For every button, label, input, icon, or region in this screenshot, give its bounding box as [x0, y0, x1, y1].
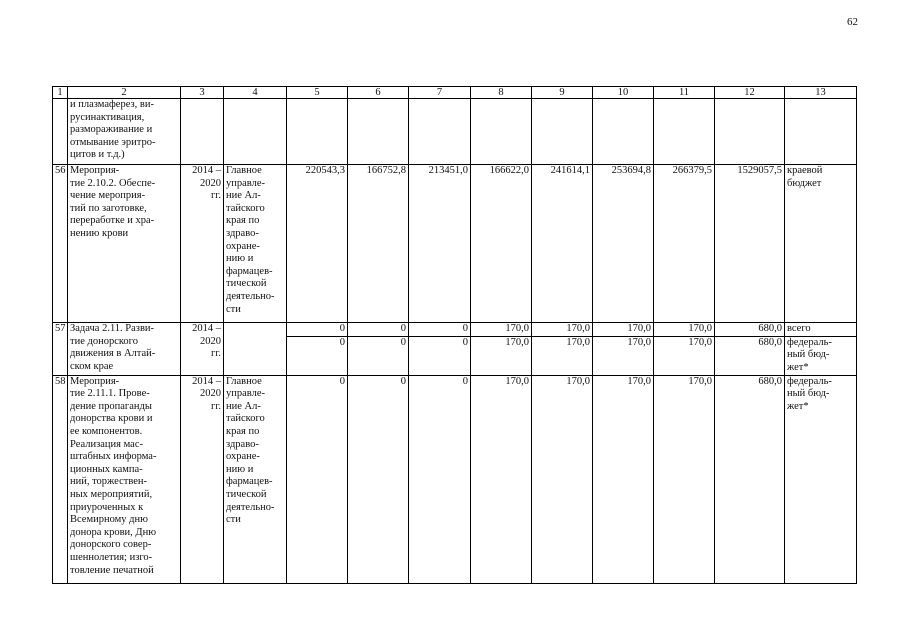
row-index-cell: 57	[53, 323, 68, 376]
value-cell-7: 0	[409, 336, 471, 375]
budget-table	[52, 86, 857, 584]
value-cell-10: 170,0	[593, 375, 654, 583]
value-cell-12: 680,0	[715, 336, 785, 375]
col-header-3: 3	[181, 87, 224, 99]
value-cell-11: 170,0	[654, 375, 715, 583]
value-cell-8: 170,0	[471, 375, 532, 583]
value-cell-6: 0	[348, 323, 409, 337]
empty-cell	[715, 99, 785, 165]
value-cell-12: 1529057,5	[715, 165, 785, 323]
value-cell-6: 0	[348, 336, 409, 375]
row-index-cell	[53, 99, 68, 165]
value-cell-9: 241614,1	[532, 165, 593, 323]
table-row-56	[53, 165, 857, 323]
col-header-9: 9	[532, 87, 593, 99]
value-cell-7: 213451,0	[409, 165, 471, 323]
col-header-12: 12	[715, 87, 785, 99]
table-row-57a	[53, 323, 857, 337]
value-cell-6: 166752,8	[348, 165, 409, 323]
table-row-58	[53, 375, 857, 583]
funding-source-cell: всего	[785, 323, 857, 337]
value-cell-11: 266379,5	[654, 165, 715, 323]
row-name-cell: Задача 2.11. Разви- тие донорского движения в Алтай- ском крае	[68, 323, 181, 376]
value-cell-5: 0	[287, 323, 348, 337]
empty-cell	[532, 99, 593, 165]
row-index-cell: 56	[53, 165, 68, 323]
col-header-7: 7	[409, 87, 471, 99]
row-index-cell: 58	[53, 375, 68, 583]
row-years-cell: 2014 – 2020 гг.	[181, 165, 224, 323]
value-cell-7: 0	[409, 375, 471, 583]
funding-source-cell: краевой бюджет	[785, 165, 857, 323]
col-header-10: 10	[593, 87, 654, 99]
col-header-11: 11	[654, 87, 715, 99]
col-header-2: 2	[68, 87, 181, 99]
empty-cell	[593, 99, 654, 165]
col-header-1: 1	[53, 87, 68, 99]
col-header-13: 13	[785, 87, 857, 99]
table-row-continuation	[53, 99, 857, 165]
row-years-cell: 2014 – 2020 гг.	[181, 375, 224, 583]
value-cell-10: 170,0	[593, 323, 654, 337]
value-cell-10: 253694,8	[593, 165, 654, 323]
value-cell-9: 170,0	[532, 336, 593, 375]
value-cell-7: 0	[409, 323, 471, 337]
row-name-cell: и плазмаферез, ви- русинактивация, размораживание и отмывание эритро- цитов и т.д.)	[68, 99, 181, 165]
value-cell-8: 170,0	[471, 336, 532, 375]
empty-cell	[409, 99, 471, 165]
empty-cell	[785, 99, 857, 165]
value-cell-5: 220543,3	[287, 165, 348, 323]
value-cell-12: 680,0	[715, 323, 785, 337]
column-number-row	[53, 87, 857, 99]
value-cell-12: 680,0	[715, 375, 785, 583]
value-cell-11: 170,0	[654, 336, 715, 375]
funding-source-cell: федераль- ный бюд- жет*	[785, 336, 857, 375]
col-header-4: 4	[224, 87, 287, 99]
page-number: 62	[847, 16, 858, 28]
col-header-8: 8	[471, 87, 532, 99]
col-header-6: 6	[348, 87, 409, 99]
empty-cell	[287, 99, 348, 165]
row-executor-cell: Главное управле- ние Ал- тайского края по здраво- охране- нию и фармацев- тической деятельно- сти	[224, 375, 287, 583]
row-name-cell: Мероприя- тие 2.11.1. Прове- дение пропаганды донорства крови и ее компонентов. Реализация мас- штабных информа- ционных кампа- ний, торжествен- ных мероприятий, приуроченных к Всемирному дню донора крови, Дню донорского совер- шеннолетия; изго- товление печатной	[68, 375, 181, 583]
row-name-cell: Мероприя- тие 2.10.2. Обеспе- чение мероприя- тий по заготовке, переработке и хра- нению крови	[68, 165, 181, 323]
row-executor-cell	[224, 323, 287, 376]
empty-cell	[348, 99, 409, 165]
value-cell-6: 0	[348, 375, 409, 583]
value-cell-9: 170,0	[532, 323, 593, 337]
empty-cell	[654, 99, 715, 165]
value-cell-5: 0	[287, 336, 348, 375]
value-cell-8: 166622,0	[471, 165, 532, 323]
value-cell-10: 170,0	[593, 336, 654, 375]
value-cell-9: 170,0	[532, 375, 593, 583]
col-header-5: 5	[287, 87, 348, 99]
funding-source-cell: федераль- ный бюд- жет*	[785, 375, 857, 583]
row-executor-cell: Главное управле- ние Ал- тайского края по здраво- охране- нию и фармацев- тической деятельно- сти	[224, 165, 287, 323]
value-cell-8: 170,0	[471, 323, 532, 337]
value-cell-11: 170,0	[654, 323, 715, 337]
value-cell-5: 0	[287, 375, 348, 583]
empty-cell	[181, 99, 224, 165]
row-years-cell: 2014 – 2020 гг.	[181, 323, 224, 376]
empty-cell	[224, 99, 287, 165]
empty-cell	[471, 99, 532, 165]
